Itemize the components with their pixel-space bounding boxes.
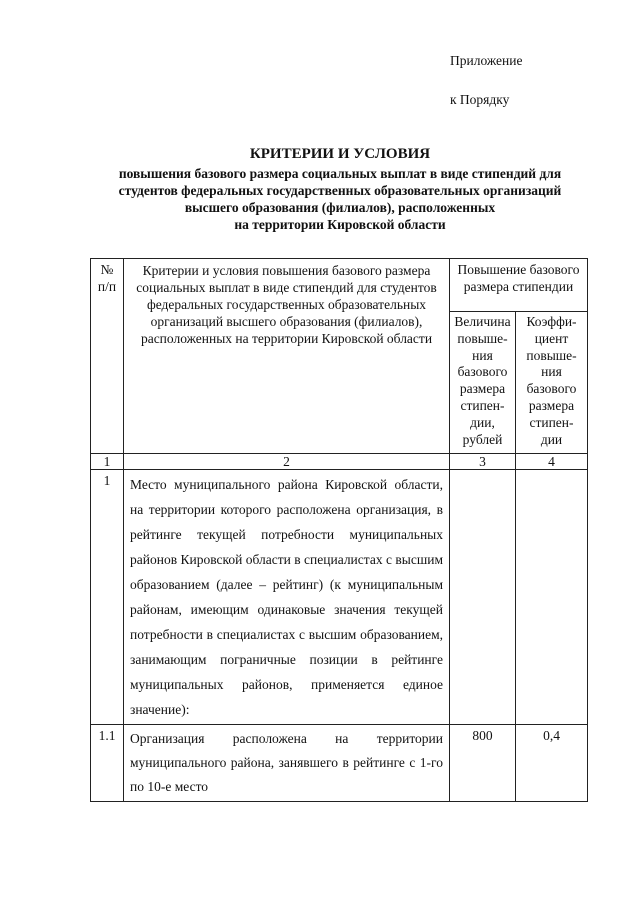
title-line-5: на территории Кировской области [234,217,446,232]
header-coef: Коэффи-циент повыше-ния базового размера стипен-дии [516,312,588,454]
col-number-1: 1 [91,454,124,470]
header-value: Величина повыше-ния базового размера стипен-дии, рублей [450,312,516,454]
header-criteria: Критерии и условия повышения базового размера социальных выплат в виде стипендий для студентов федеральных государственных образовательных организаций высшего образования (филиалов), расположенных на территории Кировской области [124,259,450,454]
row-num: 1.1 [91,725,124,802]
row-value [450,470,516,725]
col-number-4: 4 [516,454,588,470]
appendix-caption [450,53,522,108]
title-line-4: высшего образования (филиалов), расположенных [184,200,496,215]
table-row [91,725,588,802]
appendix-line-2: к Порядку [450,92,510,108]
appendix-line-1: Приложение [450,53,523,68]
row-value: 800 [450,725,516,802]
title-line-2: повышения базового размера социальных выплат в виде стипендий для [118,166,562,181]
row-coef [516,470,588,725]
row-text: Организация расположена на территории муниципального района, занявшего в рейтинге с 1-го по 10-е место [124,725,450,802]
row-coef: 0,4 [516,725,588,802]
col-number-2: 2 [124,454,450,470]
table-row [91,470,588,725]
criteria-table [90,258,588,802]
title-line-1: КРИТЕРИИ И УСЛОВИЯ [249,146,431,162]
row-num: 1 [91,470,124,725]
title-line-3: студентов федеральных государственных образовательных организаций [118,183,562,198]
column-number-row [91,454,588,470]
document-title [70,146,610,233]
header-increase: Повышение базового размера стипендии [450,259,588,312]
row-text: Место муниципального района Кировской области, на территории которого расположена организация, в рейтинге текущей потребности муниципальных районов Кировской области в специалистах с высшим образованием (далее – рейтинг) (к муниципальным районам, имеющим одинаковые значения текущей потребности в специалистах с высшим образованием, занимающим пограничные позиции в рейтинге муниципальных районов, применяется единое значение): [124,470,450,725]
col-number-3: 3 [450,454,516,470]
header-row [91,259,588,312]
header-num: № п/п [91,259,124,454]
